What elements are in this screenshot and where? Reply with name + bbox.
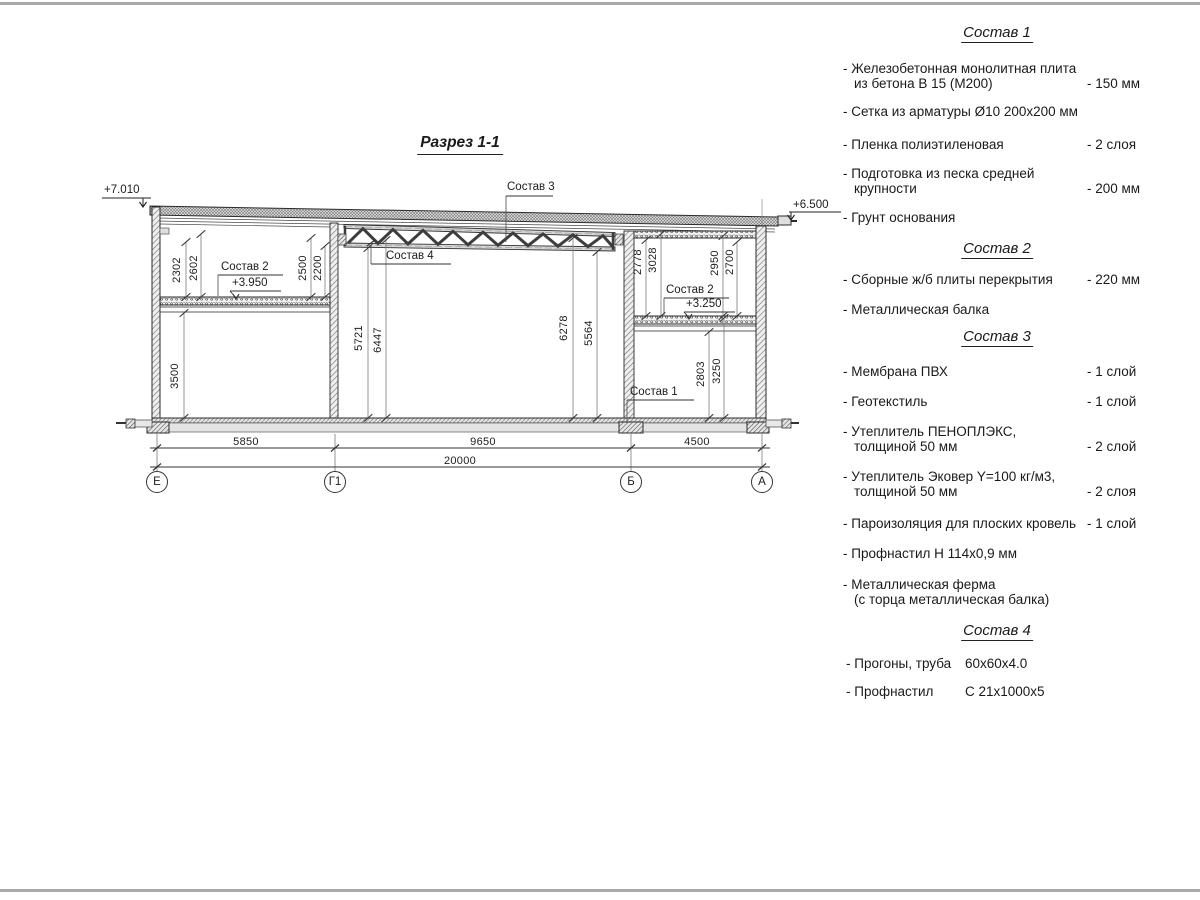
dim-2200: 2200 xyxy=(312,255,324,281)
grid-axis-e: Е xyxy=(153,476,161,488)
callout-sostav-2-left: Состав 2 xyxy=(221,261,269,273)
legend-item-value: - 1 слой xyxy=(1087,394,1137,409)
grid-axis-b: Б xyxy=(627,476,635,488)
drawing-title: Разрез 1-1 xyxy=(417,134,503,155)
ground-floor xyxy=(116,418,799,433)
legend-item: - Мембрана ПВХ xyxy=(843,364,948,379)
elevation-roof-right: +6.500 xyxy=(793,199,829,211)
legend-item-value: - 220 мм xyxy=(1087,272,1141,287)
legend-item-value: - 1 слой xyxy=(1087,516,1137,531)
dim-span-5850: 5850 xyxy=(233,436,259,448)
dim-5564: 5564 xyxy=(583,320,595,346)
legend-item: - Сборные ж/б плиты перекрытия xyxy=(843,272,1053,287)
grid-axis-a: А xyxy=(758,476,766,488)
dim-3500: 3500 xyxy=(169,363,181,389)
legend-item-line: толщиной 50 мм xyxy=(854,439,958,454)
dim-3250: 3250 xyxy=(711,358,723,384)
legend-item-line: - Металлическая ферма xyxy=(843,577,996,592)
legend-item-value: - 200 мм xyxy=(1087,181,1141,196)
callout-sostav-3: Состав 3 xyxy=(507,181,555,193)
legend-title-3: Состав 3 xyxy=(963,328,1031,345)
legend-title-1: Состав 1 xyxy=(963,24,1031,41)
callout-sostav-2-right: Состав 2 xyxy=(666,284,714,296)
legend-item-value: - 2 слоя xyxy=(1087,484,1137,499)
dim-3028: 3028 xyxy=(647,247,659,273)
dim-5721: 5721 xyxy=(353,325,365,351)
dim-span-4500: 4500 xyxy=(684,436,710,448)
legend-title-4: Состав 4 xyxy=(963,622,1031,639)
dim-total-20000: 20000 xyxy=(443,455,477,467)
legend-item-value: - 2 слой xyxy=(1087,439,1137,454)
legend-item xyxy=(843,424,1016,454)
dim-6278: 6278 xyxy=(558,315,570,341)
dim-2700: 2700 xyxy=(724,249,736,275)
legend-item: - Пленка полиэтиленовая xyxy=(843,137,1004,152)
legend-item-line: - Подготовка из песка средней xyxy=(843,166,1035,181)
legend-item: - Металлическая балка xyxy=(843,302,990,317)
legend-item-value: 60х60х4.0 xyxy=(965,656,1028,671)
legend-item xyxy=(843,61,1076,91)
legend-item-value: - 2 слоя xyxy=(1087,137,1137,152)
legend-item: - Профнастил Н 114х0,9 мм xyxy=(843,546,1017,561)
legend-item-line: (с торца металлическая балка) xyxy=(854,592,1050,607)
legend-item xyxy=(843,469,1055,499)
legend-item: - Сетка из арматуры Ø10 200х200 мм xyxy=(843,104,1078,119)
dim-2500: 2500 xyxy=(297,255,309,281)
legend-item-line: крупности xyxy=(854,181,917,196)
dim-2950: 2950 xyxy=(709,250,721,276)
legend-item: - Пароизоляция для плоских кровель xyxy=(843,516,1077,531)
legend-item-value: - 1 слой xyxy=(1087,364,1137,379)
callout-sostav-1: Состав 1 xyxy=(630,386,678,398)
legend-item-line: толщиной 50 мм xyxy=(854,484,958,499)
dim-2602: 2602 xyxy=(188,255,200,281)
elevation-floor-left: +3.950 xyxy=(232,277,268,289)
dim-2803: 2803 xyxy=(695,361,707,387)
legend-item-line: - Утеплитель ПЕНОПЛЭКС, xyxy=(843,424,1017,439)
legend-item: - Прогоны, труба xyxy=(846,656,952,671)
dim-span-9650: 9650 xyxy=(470,436,496,448)
elevation-floor-right: +3.250 xyxy=(686,298,722,310)
dim-2778: 2778 xyxy=(632,249,644,275)
elevation-roof-left: +7.010 xyxy=(104,184,140,196)
legend-item xyxy=(843,577,1049,607)
legend-item: - Геотекстиль xyxy=(843,394,928,409)
legend-item xyxy=(843,166,1034,196)
roof-slab xyxy=(150,199,797,232)
legend-item: - Грунт основания xyxy=(843,210,956,225)
callout-sostav-4: Состав 4 xyxy=(386,250,434,262)
legend-title-2: Состав 2 xyxy=(963,240,1031,257)
legend-item-value: - 150 мм xyxy=(1087,76,1141,91)
legend-item-line: - Железобетонная монолитная плита xyxy=(843,61,1077,76)
legend-item-line: из бетона В 15 (М200) xyxy=(854,76,993,91)
legend-item-value: С 21х1000х5 xyxy=(965,684,1045,699)
dim-2302: 2302 xyxy=(171,257,183,283)
legend-item-line: - Утеплитель Эковер Y=100 кг/м3, xyxy=(843,469,1056,484)
legend-item: - Профнастил xyxy=(846,684,934,699)
grid-axis-g1: Г1 xyxy=(328,476,342,488)
dim-6447: 6447 xyxy=(372,327,384,353)
